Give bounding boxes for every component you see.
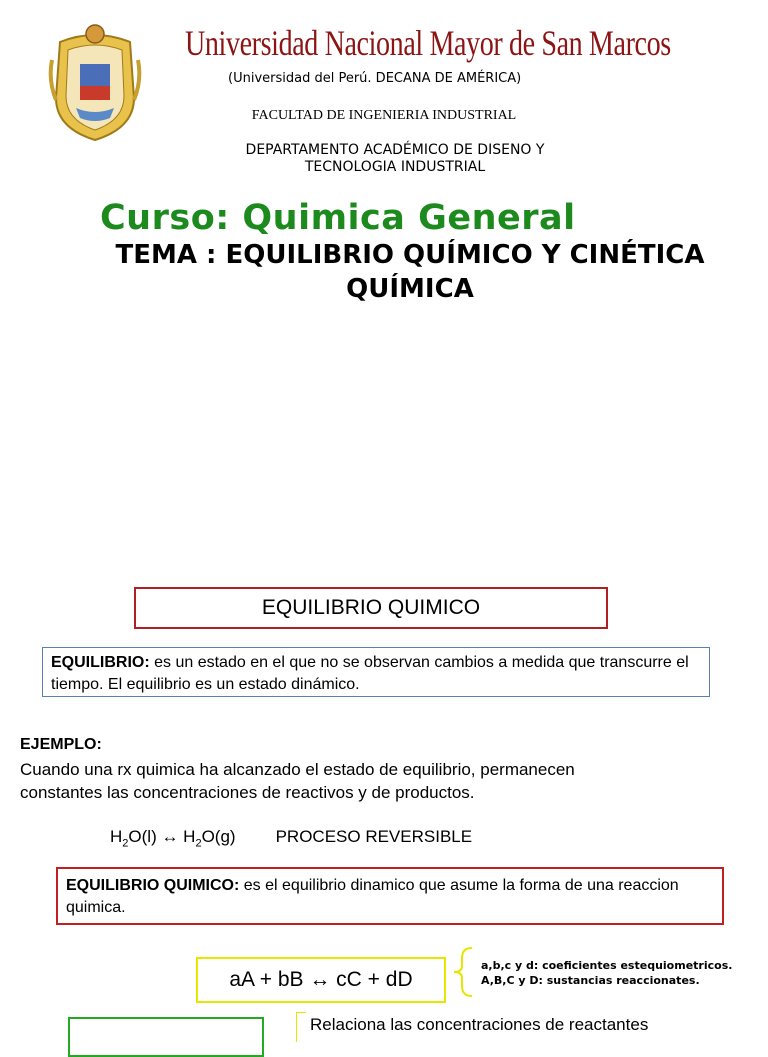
definition-term: EQUILIBRIO: (51, 654, 150, 671)
department-line-1: DEPARTAMENTO ACADÉMICO DE DISENO Y (245, 142, 545, 158)
chem-eq-term: EQUILIBRIO QUIMICO: (66, 877, 240, 894)
topic-line-2: QUÍMICA (346, 274, 474, 304)
course-title: Curso: Quimica General (100, 198, 576, 238)
department-name (195, 142, 595, 176)
department-line-2: TECNOLOGIA INDUSTRIAL (304, 159, 486, 175)
note-line-1: a,b,c y d: coeficientes estequiometricos. (481, 959, 733, 972)
note-line-2: A,B,C y D: sustancias reaccionates. (481, 974, 700, 987)
example-text (20, 758, 740, 804)
bottom-text: Relaciona las concentraciones de reactantes (310, 1015, 649, 1034)
example-heading: EJEMPLO: (20, 736, 102, 753)
chemical-equilibrium-box (56, 867, 724, 925)
faculty-name: FACULTAD DE INGENIERIA INDUSTRIAL (251, 108, 517, 123)
chem-eq-text: es el equilibrio dinamico que asume la forma de una reaccion quimica. (66, 877, 679, 916)
general-equation: aA + bB ↔ cC + dD (196, 957, 446, 1003)
bottom-bracket (296, 1012, 306, 1042)
reversible-reaction (110, 827, 472, 849)
reaction-rhs-b: O(g) (201, 827, 236, 846)
reaction-lhs-b: O(l) ↔ H (128, 827, 196, 846)
example-line-1: Cuando una rx quimica ha alcanzado el estado de equilibrio, permanecen (20, 760, 575, 779)
university-subtitle: (Universidad del Perú. DECANA DE AMÉRICA) (228, 71, 522, 86)
university-name: Universidad Nacional Mayor de San Marcos (185, 23, 671, 63)
topic-title (70, 238, 750, 306)
definition-text: es un estado en el que no se observan cambios a medida que transcurre el tiempo. El equilibrio es un estado dinámico. (51, 654, 689, 693)
section-heading: EQUILIBRIO QUIMICO (134, 587, 608, 629)
reaction-rhs-sub: 2 (195, 837, 202, 850)
example-line-2: constantes las concentraciones de reactivos y de productos. (20, 783, 475, 802)
university-crest-icon (46, 20, 144, 144)
reaction-lhs-a: H (110, 827, 123, 846)
reaction-lhs-sub: 2 (122, 837, 129, 850)
definition-box (42, 647, 710, 697)
equation-note (481, 958, 732, 988)
green-box (68, 1017, 264, 1057)
reaction-label: PROCESO REVERSIBLE (275, 827, 473, 846)
brace-icon (452, 946, 476, 998)
topic-line-1: TEMA : EQUILIBRIO QUÍMICO Y CINÉTICA (115, 240, 705, 270)
